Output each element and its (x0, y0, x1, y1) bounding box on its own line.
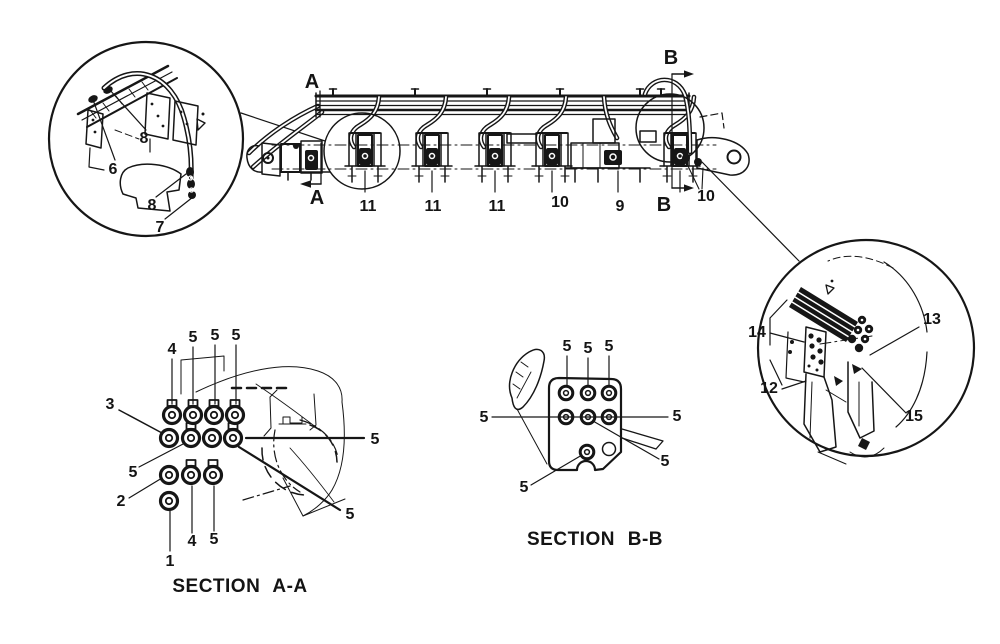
part-label-a3: 3 (105, 396, 115, 413)
section-a-fittings (161, 400, 244, 510)
section-b-title: SECTION B-B (527, 529, 663, 550)
part-label-a5-right: 5 (370, 431, 380, 448)
part-label-b5-diag-right: 5 (660, 453, 670, 470)
part-label-6: 6 (108, 161, 118, 178)
right-detail-circle (748, 240, 974, 464)
section-marker-b-bottom-label: B (656, 194, 672, 216)
part-label-a5-top1: 5 (188, 329, 198, 346)
section-marker-a-bottom-label: A (309, 187, 325, 209)
section-marker-b-top-label: B (663, 47, 679, 69)
left-detail-circle (49, 42, 243, 236)
part-label-a5-mid: 5 (128, 464, 138, 481)
part-label-a5-bottom: 5 (209, 531, 219, 548)
main-assembly (247, 47, 749, 216)
part-label-a1: 1 (165, 553, 175, 570)
part-label-12: 12 (760, 380, 778, 397)
part-label-b5-top1: 5 (562, 338, 572, 355)
section-b-ports (559, 386, 616, 459)
part-label-10b: 10 (697, 188, 715, 205)
part-label-b5-top3: 5 (604, 338, 614, 355)
section-a-title: SECTION A-A (172, 576, 308, 597)
part-label-b5-diag-left: 5 (519, 479, 529, 496)
detail-leader-right (702, 162, 799, 261)
part-label-a5-top2: 5 (210, 327, 220, 344)
part-label-b5-right: 5 (672, 408, 682, 425)
part-label-13: 13 (923, 311, 941, 328)
part-label-b5-left: 5 (479, 409, 489, 426)
part-label-10a: 10 (551, 194, 569, 211)
part-label-15: 15 (905, 408, 923, 425)
part-label-a2: 2 (116, 493, 126, 510)
part-label-a4-top: 4 (167, 341, 177, 358)
part-label-8-top: 8 (139, 130, 149, 147)
part-label-9: 9 (615, 198, 625, 215)
part-label-a5-top3: 5 (231, 327, 241, 344)
part-label-7: 7 (155, 219, 165, 236)
part-label-b5-top2: 5 (583, 340, 593, 357)
part-label-8-bottom: 8 (147, 197, 157, 214)
section-b-view (480, 338, 682, 550)
part-label-a4-bottom: 4 (187, 533, 197, 550)
part-label-a5-diag: 5 (345, 506, 355, 523)
part-label-14: 14 (748, 324, 766, 341)
section-marker-a-top-label: A (304, 71, 320, 93)
part-label-11b: 11 (424, 198, 442, 215)
part-label-11c: 11 (488, 198, 506, 215)
part-label-11a: 11 (359, 198, 377, 215)
section-a-view (106, 327, 380, 597)
